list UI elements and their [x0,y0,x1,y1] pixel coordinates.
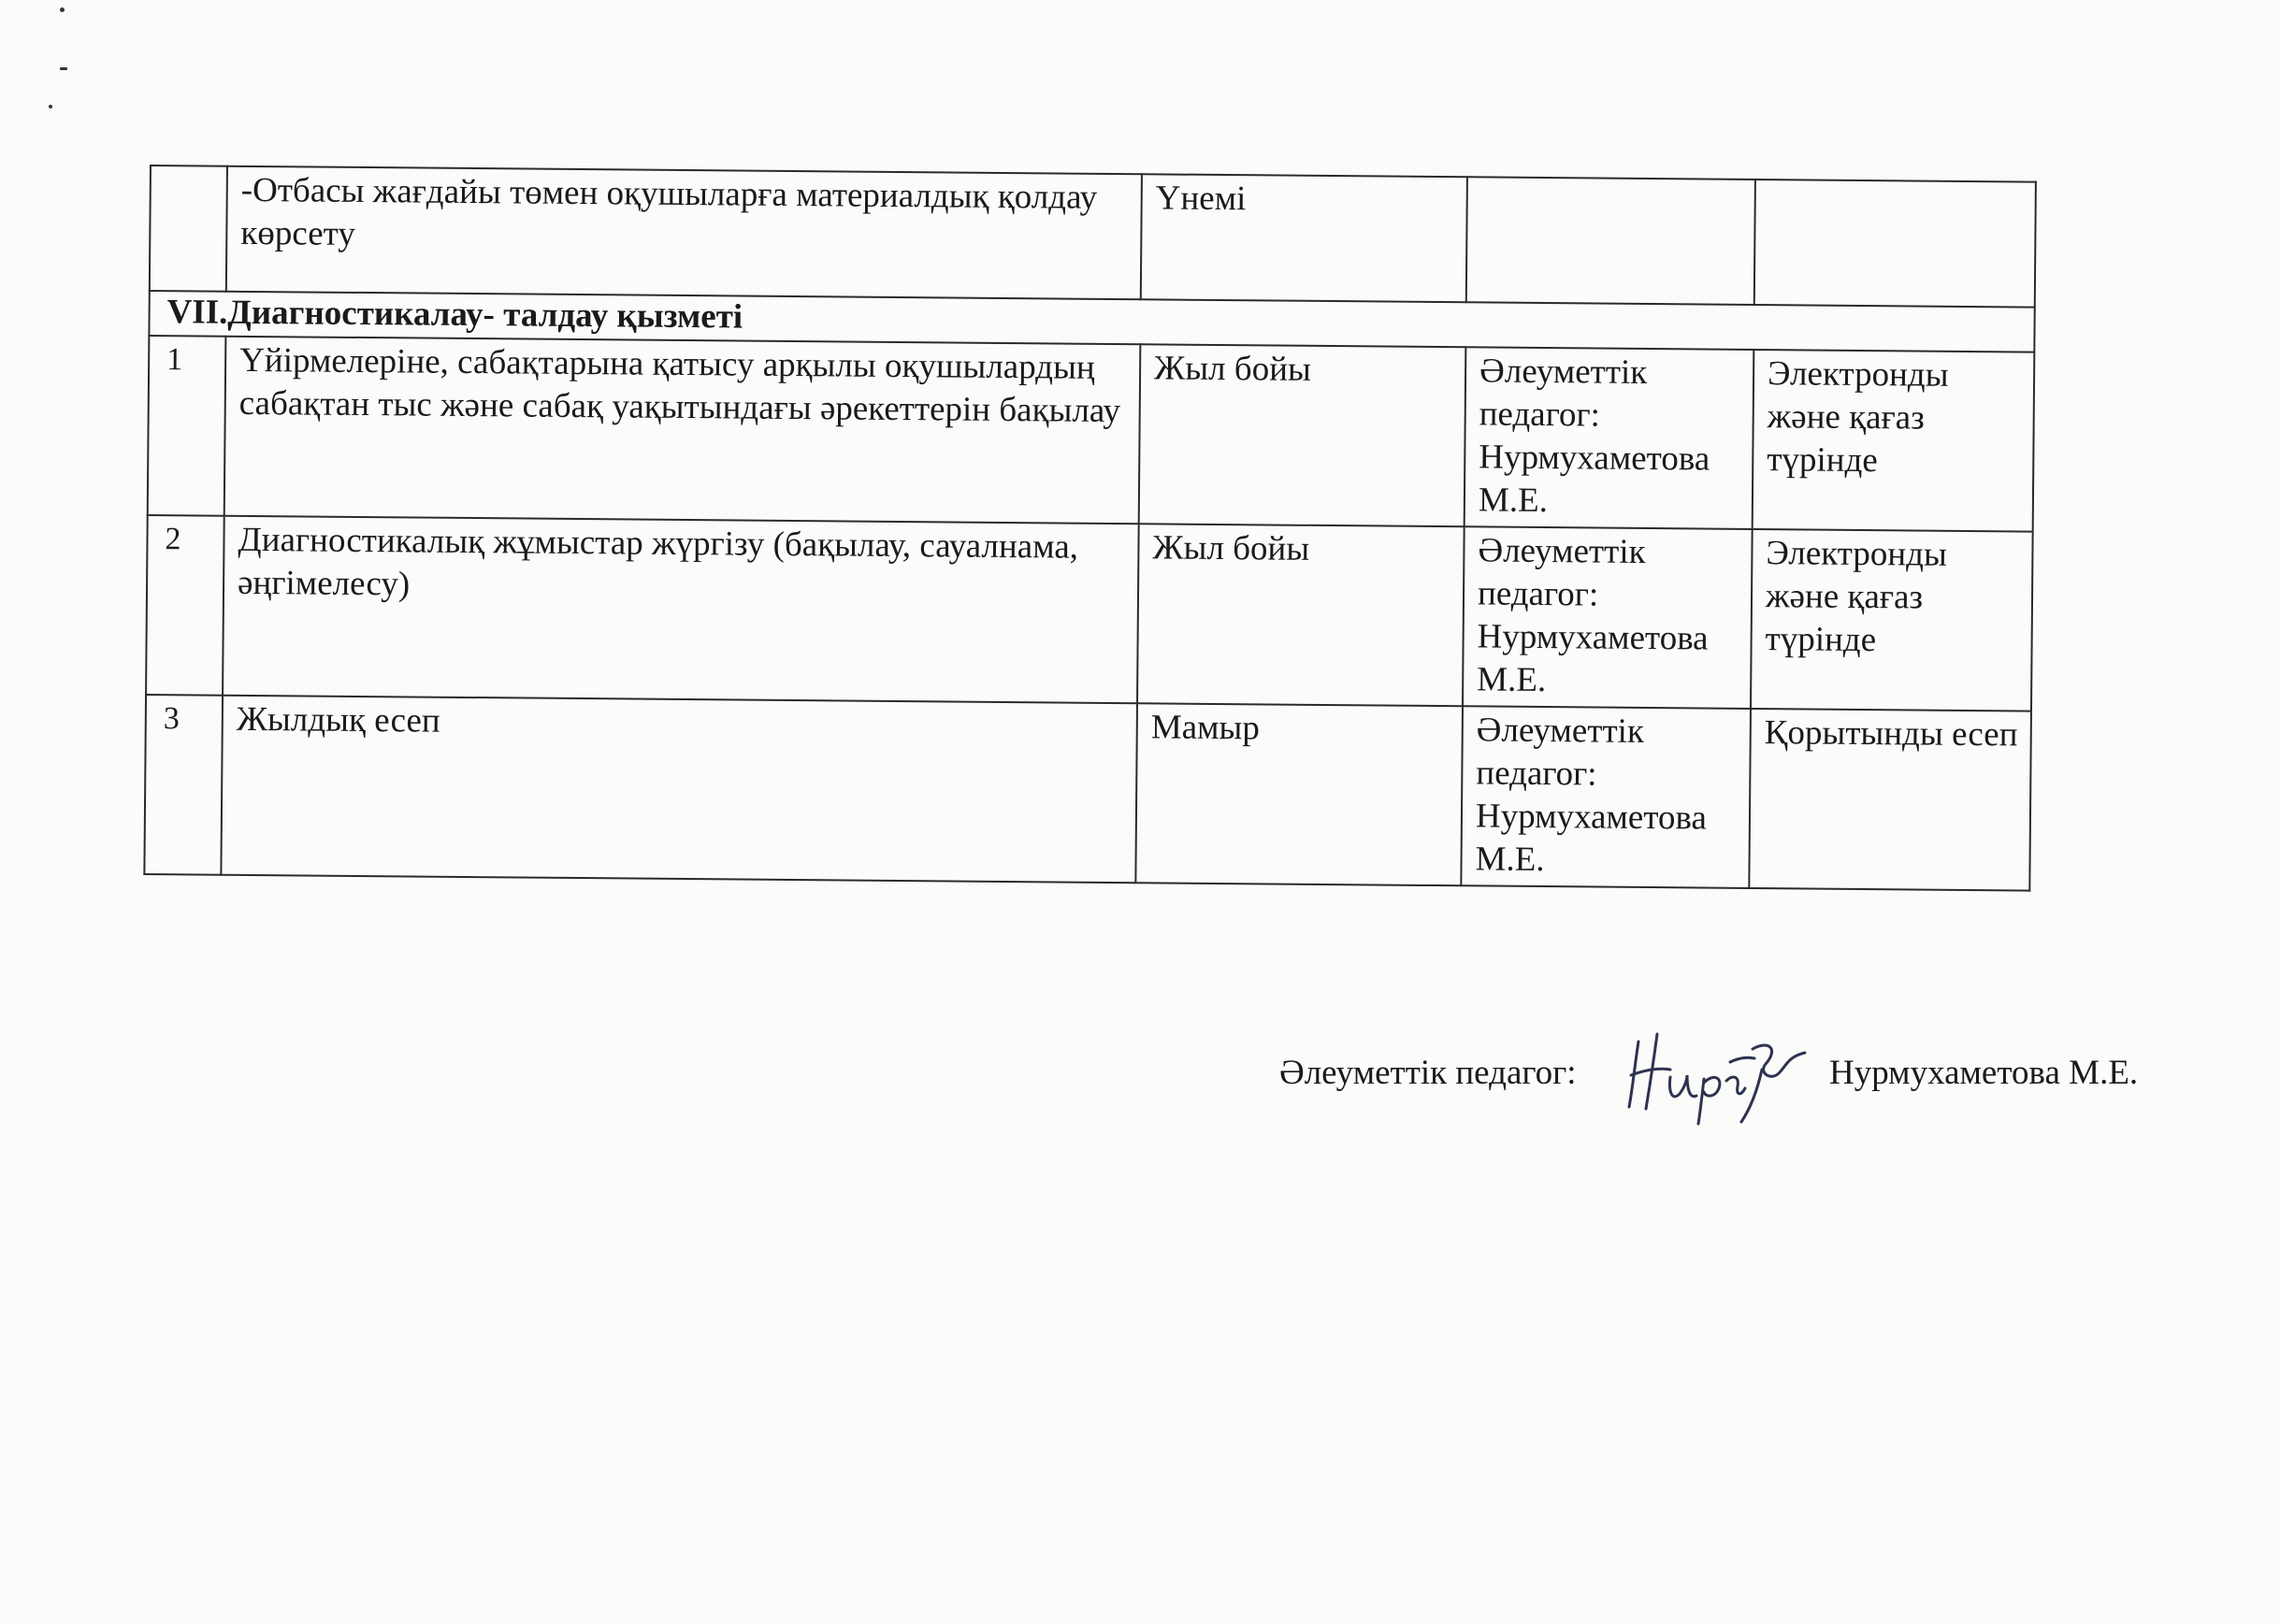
row-number [150,165,227,292]
result-cell: Қорытынды есеп [1749,709,2031,891]
responsible-cell: Әлеуметтік педагог: Нурмухаметова М.Е. [1461,706,1751,888]
plan-table [143,165,2037,892]
scan-speck [60,67,67,70]
table-row [144,695,2031,891]
responsible-cell: Әлеуметтік педагог: Нурмухаметова М.Е. [1463,526,1753,709]
responsible-cell: Әлеуметтік педагог: Нурмухаметова М.Е. [1465,347,1754,529]
activity-cell: Үйірмелеріне, сабақтарына қатысу арқылы оқушылардың сабақтан тыс және сабақ уақытындағы әрекеттерін бақылау [224,337,1141,525]
row-number: 2 [146,515,224,696]
period-cell: Жыл бойы [1137,524,1465,706]
period-cell: Үнемі [1141,174,1467,302]
signature-block [1279,1021,2215,1133]
activity-cell: Жылдық есеп [221,696,1137,884]
signature-name: Нурмухаметова М.Е. [1829,1054,2139,1092]
scan-speck [60,7,65,12]
row-number: 3 [144,695,223,875]
table-row [150,165,2036,308]
responsible-cell [1466,177,1755,305]
signature-label: Әлеуметтік педагог: [1279,1054,1577,1092]
result-cell: Электронды және қағаз түрінде [1753,350,2035,532]
section-title: VII.Диагностикалау- талдау қызметі [149,291,2034,352]
handwritten-signature [1622,1021,1809,1126]
period-cell: Жыл бойы [1139,344,1466,526]
row-number: 1 [148,336,226,516]
period-cell: Мамыр [1135,703,1463,885]
scan-speck [49,105,52,108]
table-row [146,515,2033,711]
activity-cell: Диагностикалық жұмыстар жүргізу (бақылау, сауалнама, әңгімелесу) [223,516,1139,704]
result-cell [1754,180,2036,308]
activity-cell: -Отбасы жағдайы төмен оқушыларға материалдық қолдау көрсету [226,166,1142,300]
table-row [148,336,2035,532]
result-cell: Электронды және қағаз түрінде [1751,529,2033,711]
